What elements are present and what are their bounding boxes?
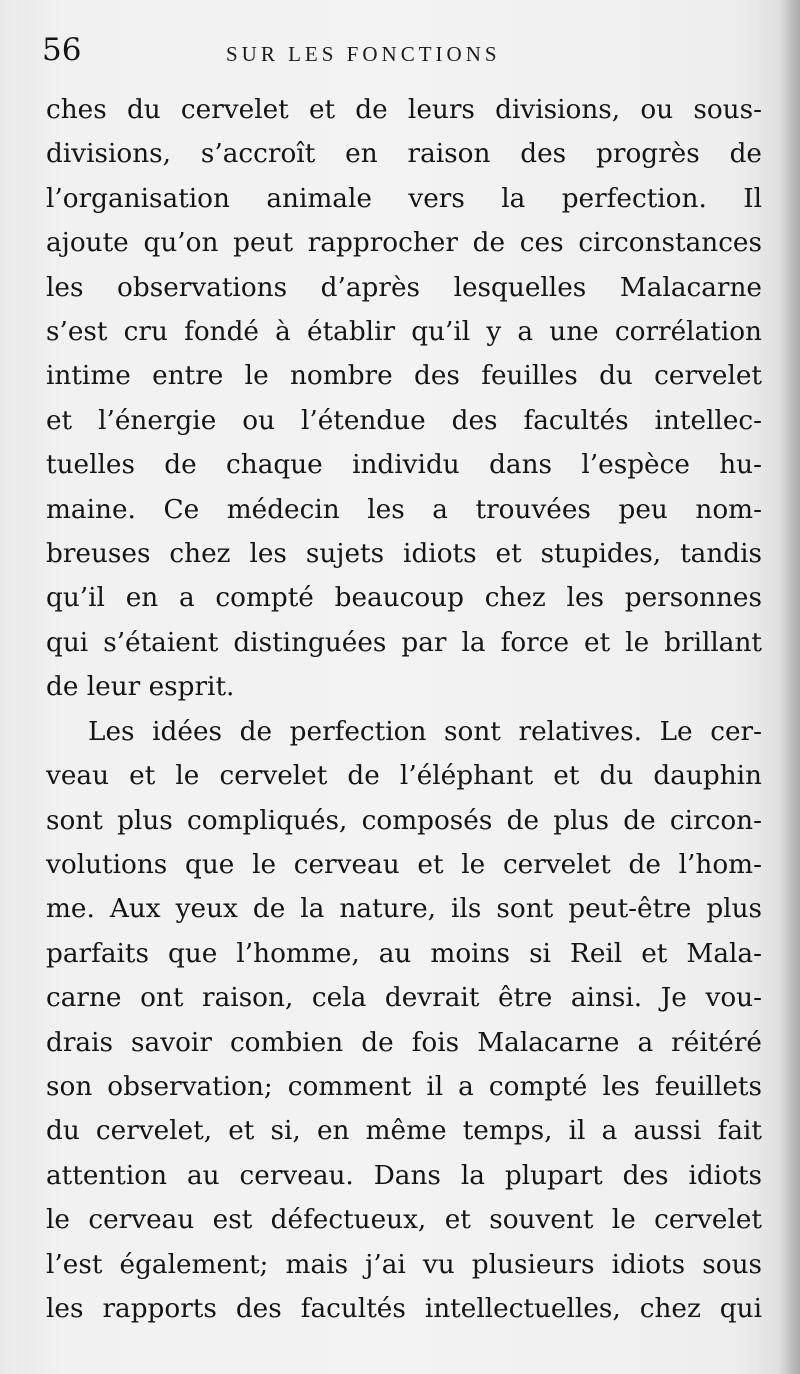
text-line: son observation; comment il a compté les feuillets — [46, 1071, 762, 1102]
body-text — [46, 88, 762, 1331]
text-line: parfaits que l’homme, au moins si Reil et Mala- — [46, 938, 762, 969]
text-line: qui s’étaient distinguées par la force et le brillant — [46, 627, 762, 658]
text-line: les rapports des facultés intellectuelles, chez qui — [46, 1293, 762, 1324]
text-line: qu’il en a compté beaucoup chez les personnes — [46, 583, 762, 614]
running-head — [42, 32, 760, 80]
running-title: SUR LES FONCTIONS — [226, 42, 501, 66]
text-line: l’organisation animale vers la perfection. Il — [46, 183, 762, 214]
text-line: intime entre le nombre des feuilles du cervelet — [46, 361, 762, 392]
text-line: volutions que le cerveau et le cervelet de l’hom- — [46, 849, 762, 880]
text-line: les observations d’après lesquelles Malacarne — [46, 272, 762, 303]
text-line: tuelles de chaque individu dans l’espèce hu- — [46, 450, 762, 481]
page-number: 56 — [42, 32, 82, 68]
text-line: Les idées de perfection sont relatives. Le cer- — [88, 716, 762, 747]
text-line: ches du cervelet et de leurs divisions, ou sous- — [46, 95, 762, 125]
text-line: le cerveau est défectueux, et souvent le cervelet — [46, 1205, 762, 1236]
text-line: veau et le cervelet de l’éléphant et du dauphin — [46, 761, 762, 792]
text-line: et l’énergie ou l’étendue des facultés intellec- — [46, 405, 762, 436]
text-line: divisions, s’accroît en raison des progrès de — [46, 139, 762, 170]
text-line: ajoute qu’on peut rapprocher de ces circonstances — [46, 228, 762, 259]
text-line: l’est également; mais j’ai vu plusieurs idiots sous — [46, 1249, 762, 1280]
text-line: carne ont raison, cela devrait être ainsi. Je vou- — [46, 983, 762, 1014]
text-line: du cervelet, et si, en même temps, il a aussi fait — [46, 1116, 762, 1147]
text-line: me. Aux yeux de la nature, ils sont peut-être plus — [46, 894, 762, 925]
text-line: breuses chez les sujets idiots et stupides, tandis — [46, 539, 762, 570]
text-line: sont plus compliqués, composés de plus de circon- — [46, 805, 762, 836]
page-edge-shadow — [778, 0, 800, 1374]
text-line: de leur esprit. — [46, 672, 235, 703]
text-line: maine. Ce médecin les a trouvées peu nom- — [46, 494, 762, 525]
text-line: s’est cru fondé à établir qu’il y a une corrélation — [46, 317, 762, 348]
text-line: attention au cerveau. Dans la plupart des idiots — [46, 1160, 762, 1191]
text-line: drais savoir combien de fois Malacarne a réitéré — [46, 1027, 762, 1058]
